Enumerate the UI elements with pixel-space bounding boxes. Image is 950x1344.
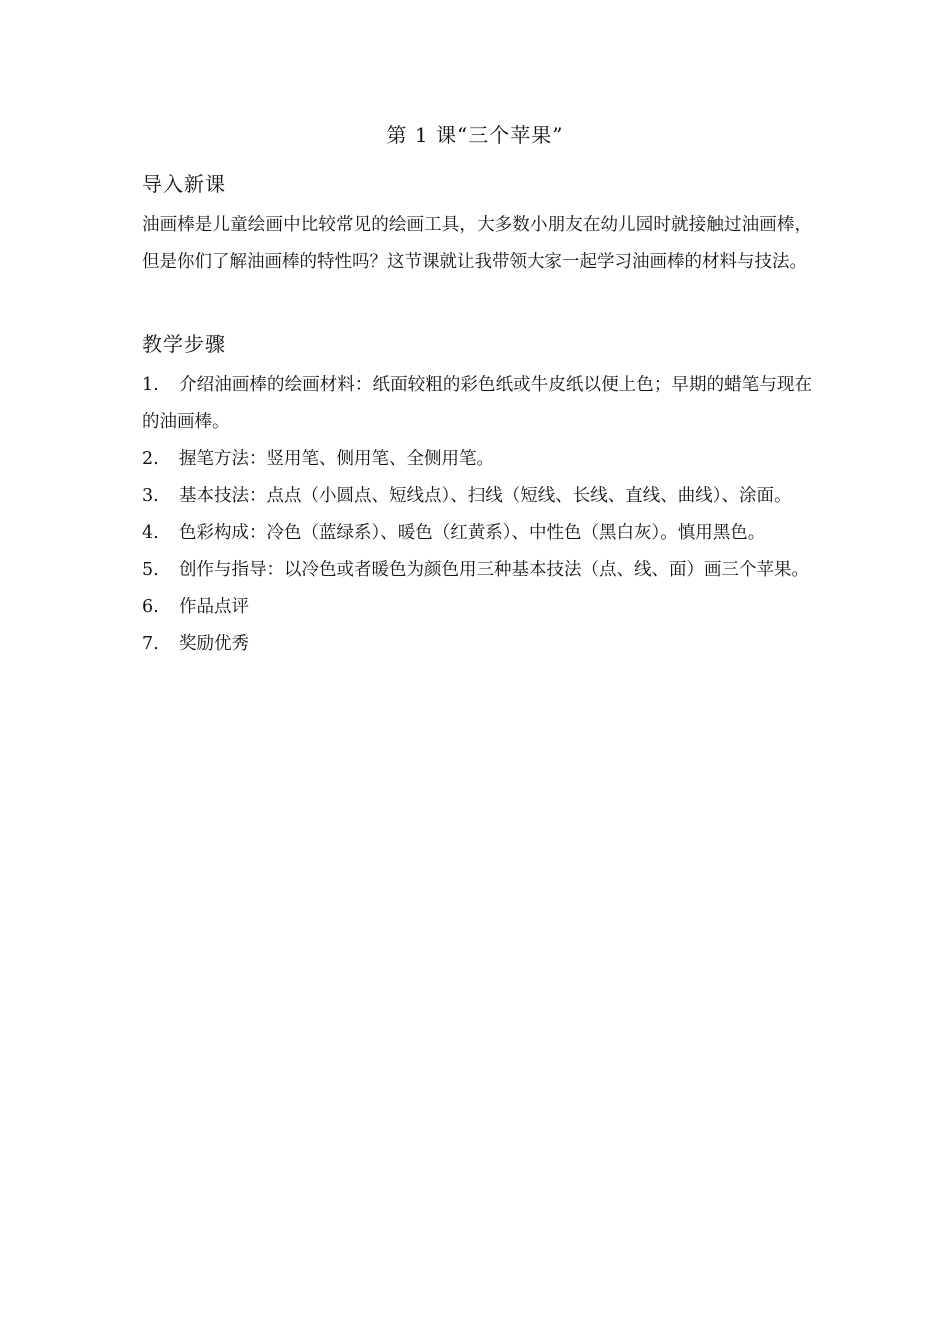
section-heading-intro: 导入新课 [142,172,226,196]
list-item [142,552,812,589]
step-text: 握笔方法：竖用笔、侧用笔、全侧用笔。 [179,449,494,469]
step-text: 基本技法：点点（小圆点、短线点）、扫线（短线、长线、直线、曲线）、涂面。 [179,486,792,506]
step-number: 7. [142,634,159,654]
step-number: 3. [142,486,159,506]
step-text: 色彩构成：冷色（蓝绿系）、暖色（红黄系）、中性色（黑白灰）。慎用黑色。 [179,523,766,543]
intro-paragraph: 油画棒是儿童绘画中比较常见的绘画工具，大多数小朋友在幼儿园时就接触过油画棒，但是你们了解油画棒的特性吗？这节课就让我带领大家一起学习油画棒的材料与技法。 [142,215,812,272]
list-item [142,367,812,441]
step-text: 作品点评 [179,597,249,617]
list-item [142,589,812,626]
list-item [142,626,812,663]
step-number: 6. [142,597,159,617]
step-number: 2. [142,449,159,469]
step-text: 奖励优秀 [179,634,249,654]
list-item [142,515,812,552]
section-heading-steps: 教学步骤 [142,332,226,356]
step-text: 介绍油画棒的绘画材料：纸面较粗的彩色纸或牛皮纸以便上色；早期的蜡笔与现在的油画棒。 [142,375,812,432]
document-title: 第 1 课“三个苹果” [386,123,564,147]
list-item [142,478,812,515]
step-number: 4. [142,523,159,543]
steps-list [142,367,812,663]
list-item [142,441,812,478]
step-number: 1. [142,375,159,395]
step-text: 创作与指导：以冷色或者暖色为颜色用三种基本技法（点、线、面）画三个苹果。 [179,560,809,580]
step-number: 5. [142,560,159,580]
